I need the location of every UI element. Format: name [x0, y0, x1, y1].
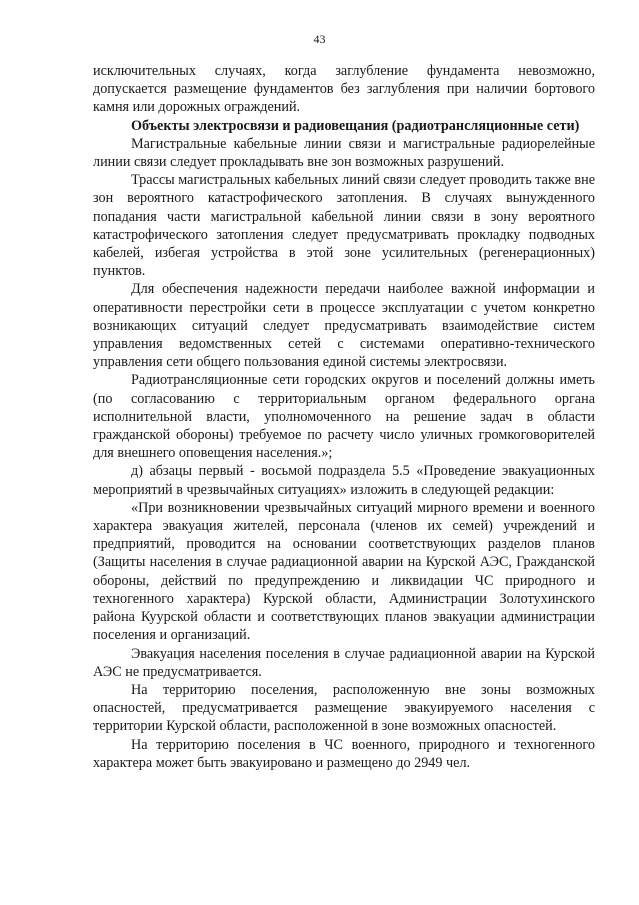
paragraph: д) абзацы первый - восьмой подраздела 5.5 «Проведение эвакуационных мероприятий в чрезвычайных ситуациях» изложить в следующей редакции:	[93, 463, 595, 498]
paragraph: «При возникновении чрезвычайных ситуаций мирного времени и военного характера эвакуация жителей, персонала (членов их семей) учреждений и предприятий, проводится на основании соответствующих разделов планов (Защиты населения в случае радиационной аварии на Курской АЭС, Гражданской обороны, действий по предупреждению и ликвидации ЧС природного и техногенного характера) Курской области, Администрации Золотухинского района Куурской области и соответствующих планов эвакуации администрации поселения и организаций.	[93, 499, 595, 644]
page-number: 43	[313, 32, 326, 46]
paragraph: На территорию поселения в ЧС военного, природного и техногенного характера может быть эвакуировано и размещено до 2949 чел.	[93, 736, 595, 771]
paragraph: Магистральные кабельные линии связи и магистральные радиорелейные линии связи следует прокладывать вне зон возможных разрушений.	[93, 135, 595, 171]
paragraph: Трассы магистральных кабельных линий связи следует проводить также вне зон вероятного катастрофического затопления. В случаях вынужденного попадания части магистральной кабельной линии связи в зону вероятного катастрофического затопления следует предусматривать прокладку подводных кабелей, избегая устройства в этой зоне усилительных (регенерационных) пунктов.	[93, 172, 595, 280]
paragraph: Радиотрансляционные сети городских округов и поселений должны иметь (по согласованию с территориальным органом федерального органа исполнительной власти, уполномоченного на решение задач в области гражданской обороны) требуемое по расчету число уличных громкоговорителей для внешнего оповещения населения.»;	[93, 372, 595, 462]
section-heading: Объекты электросвязи и радиовещания (радиотрансляционные сети)	[131, 117, 580, 134]
paragraph: исключительных случаях, когда заглубление фундамента невозможно, допускается размещение фундаментов без заглубления при наличии бортового камня или дорожных ограждений.	[93, 63, 595, 116]
paragraph: Для обеспечения надежности передачи наиболее важной информации и оперативности перестройки сети в процессе эксплуатации с учетом конкретно возникающих ситуаций следует предусматривать взаимодействие систем управления ведомственных сетей с системами оперативно-технического управления сети общего пользования единой системы электросвязи.	[93, 281, 595, 371]
paragraph: Эвакуация населения поселения в случае радиационной аварии на Курской АЭС не предусматривается.	[93, 645, 595, 680]
document-body	[93, 62, 595, 772]
paragraph: На территорию поселения, расположенную вне зоны возможных опасностей, предусматривается размещение эвакуируемого населения с территории Курской области, расположенной в зоне возможных опасностей.	[93, 681, 595, 735]
